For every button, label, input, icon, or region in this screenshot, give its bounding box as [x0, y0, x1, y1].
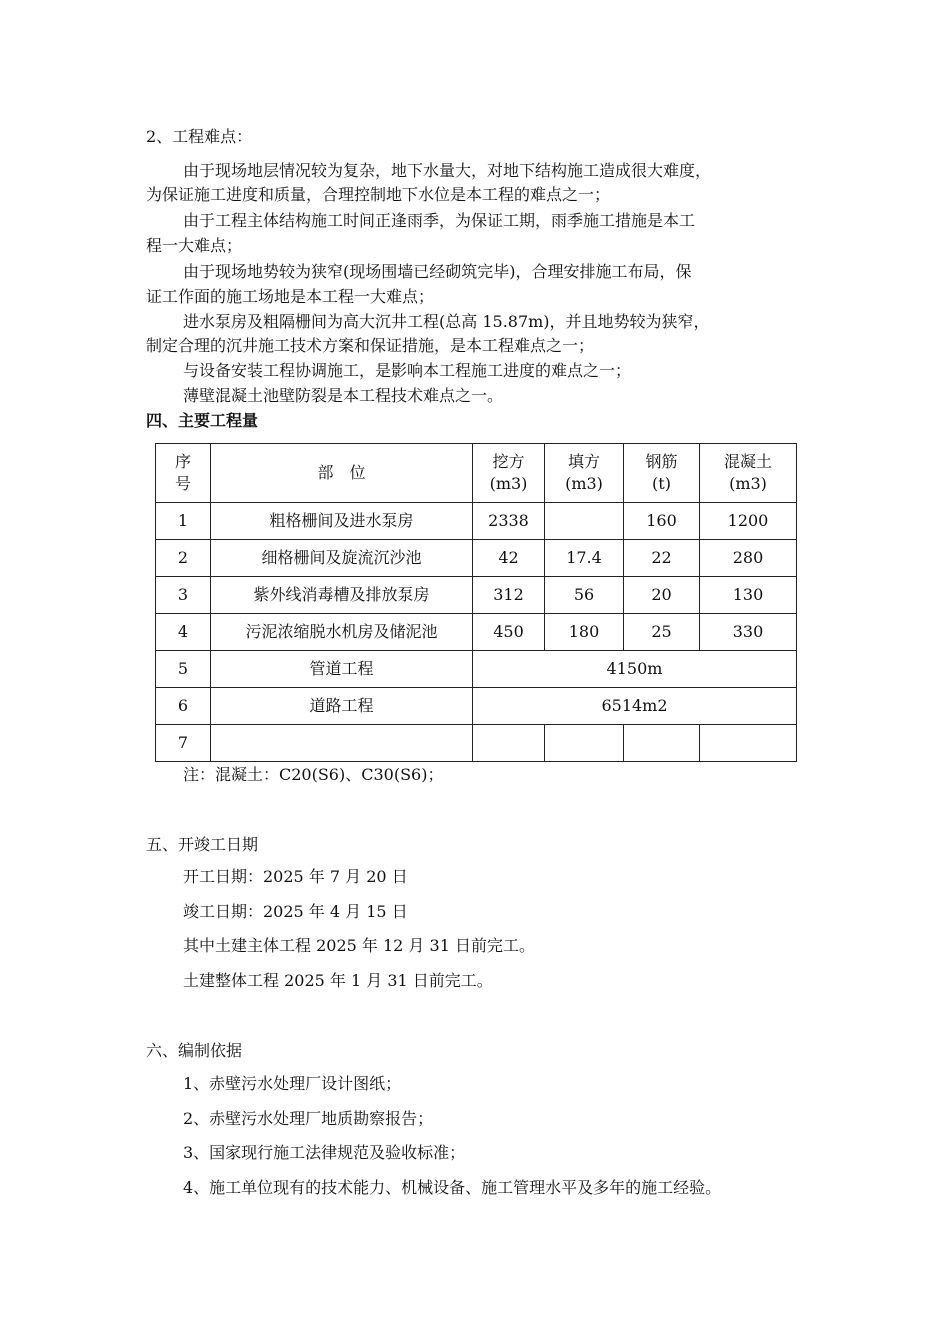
cell-excavate: 42	[473, 540, 545, 577]
cell-seq: 6	[156, 688, 211, 725]
difficulty-line: 程一大难点；	[146, 236, 243, 255]
table-note: 注：混凝土：C20(S6)、C30(S6)；	[183, 765, 444, 784]
cell-excavate: 312	[473, 577, 545, 614]
cell-rebar: 25	[624, 614, 700, 651]
header-seq: 序 号	[156, 444, 211, 503]
basis-item: 4、施工单位现有的技术能力、机械设备、施工管理水平及多年的施工经验。	[183, 1178, 722, 1197]
cell-excavate: 2338	[473, 503, 545, 540]
basis-heading: 六、编制依据	[146, 1041, 243, 1060]
basis-item: 3、国家现行施工法律规范及验收标准；	[183, 1143, 466, 1162]
cell-concrete	[700, 725, 797, 762]
cell-fill	[545, 503, 624, 540]
header-excavate: 挖方 (m3)	[473, 444, 545, 503]
cell-seq: 1	[156, 503, 211, 540]
difficulty-line: 制定合理的沉井施工技术方案和保证措施，是本工程难点之一；	[146, 336, 595, 355]
start-date: 开工日期：2025 年 7 月 20 日	[183, 867, 408, 886]
finish-date: 竣工日期：2025 年 4 月 15 日	[183, 902, 408, 921]
basis-item: 1、赤壁污水处理厂设计图纸；	[183, 1074, 402, 1093]
cell-part	[211, 725, 473, 762]
table-row	[156, 688, 797, 725]
basis-item: 2、赤壁污水处理厂地质勘察报告；	[183, 1109, 434, 1128]
cell-seq: 3	[156, 577, 211, 614]
cell-rebar: 160	[624, 503, 700, 540]
cell-rebar: 22	[624, 540, 700, 577]
difficulty-line: 与设备安装工程协调施工，是影响本工程施工进度的难点之一；	[183, 361, 632, 380]
difficulty-line: 为保证施工进度和质量，合理控制地下水位是本工程的难点之一；	[146, 185, 611, 204]
difficulty-line: 由于现场地层情况较为复杂，地下水量大，对地下结构施工造成很大难度，	[183, 161, 712, 180]
cell-part: 细格栅间及旋流沉沙池	[211, 540, 473, 577]
table-row	[156, 614, 797, 651]
cell-part: 粗格栅间及进水泵房	[211, 503, 473, 540]
quantities-heading: 四、主要工程量	[146, 411, 259, 430]
cell-fill	[545, 725, 624, 762]
cell-concrete: 130	[700, 577, 797, 614]
dates-heading: 五、开竣工日期	[146, 835, 259, 854]
cell-part: 管道工程	[211, 651, 473, 688]
table-row	[156, 577, 797, 614]
quantities-table	[155, 443, 797, 762]
cell-part: 污泥浓缩脱水机房及储泥池	[211, 614, 473, 651]
difficulties-heading: 2、工程难点：	[146, 127, 253, 146]
difficulty-line: 薄壁混凝土池壁防裂是本工程技术难点之一。	[183, 386, 504, 405]
cell-part: 紫外线消毒槽及排放泵房	[211, 577, 473, 614]
difficulty-line: 证工作面的施工场地是本工程一大难点；	[146, 287, 435, 306]
cell-merged-value: 6514m2	[473, 688, 797, 725]
civil-all-completion: 土建整体工程 2025 年 1 月 31 日前完工。	[183, 971, 493, 990]
cell-concrete: 280	[700, 540, 797, 577]
cell-part: 道路工程	[211, 688, 473, 725]
cell-rebar: 20	[624, 577, 700, 614]
difficulty-line: 由于工程主体结构施工时间正逢雨季，为保证工期，雨季施工措施是本工	[183, 211, 696, 230]
cell-excavate	[473, 725, 545, 762]
table-row	[156, 540, 797, 577]
cell-merged-value: 4150m	[473, 651, 797, 688]
difficulty-line: 由于现场地势较为狭窄(现场围墙已经砌筑完毕)，合理安排施工布局，保	[183, 262, 692, 281]
cell-seq: 2	[156, 540, 211, 577]
cell-rebar	[624, 725, 700, 762]
cell-seq: 5	[156, 651, 211, 688]
difficulty-line: 进水泵房及粗隔栅间为高大沉井工程(总高 15.87m)，并且地势较为狭窄，	[183, 312, 710, 331]
table-row	[156, 725, 797, 762]
cell-seq: 7	[156, 725, 211, 762]
cell-fill: 17.4	[545, 540, 624, 577]
header-rebar: 钢筋 (t)	[624, 444, 700, 503]
table-row	[156, 651, 797, 688]
cell-concrete: 330	[700, 614, 797, 651]
civil-main-completion: 其中土建主体工程 2025 年 12 月 31 日前完工。	[183, 936, 535, 955]
cell-fill: 180	[545, 614, 624, 651]
table-header-row	[156, 444, 797, 503]
header-part: 部 位	[211, 444, 473, 503]
cell-seq: 4	[156, 614, 211, 651]
header-fill: 填方 (m3)	[545, 444, 624, 503]
header-concrete: 混凝土 (m3)	[700, 444, 797, 503]
cell-concrete: 1200	[700, 503, 797, 540]
cell-excavate: 450	[473, 614, 545, 651]
table-row	[156, 503, 797, 540]
cell-fill: 56	[545, 577, 624, 614]
